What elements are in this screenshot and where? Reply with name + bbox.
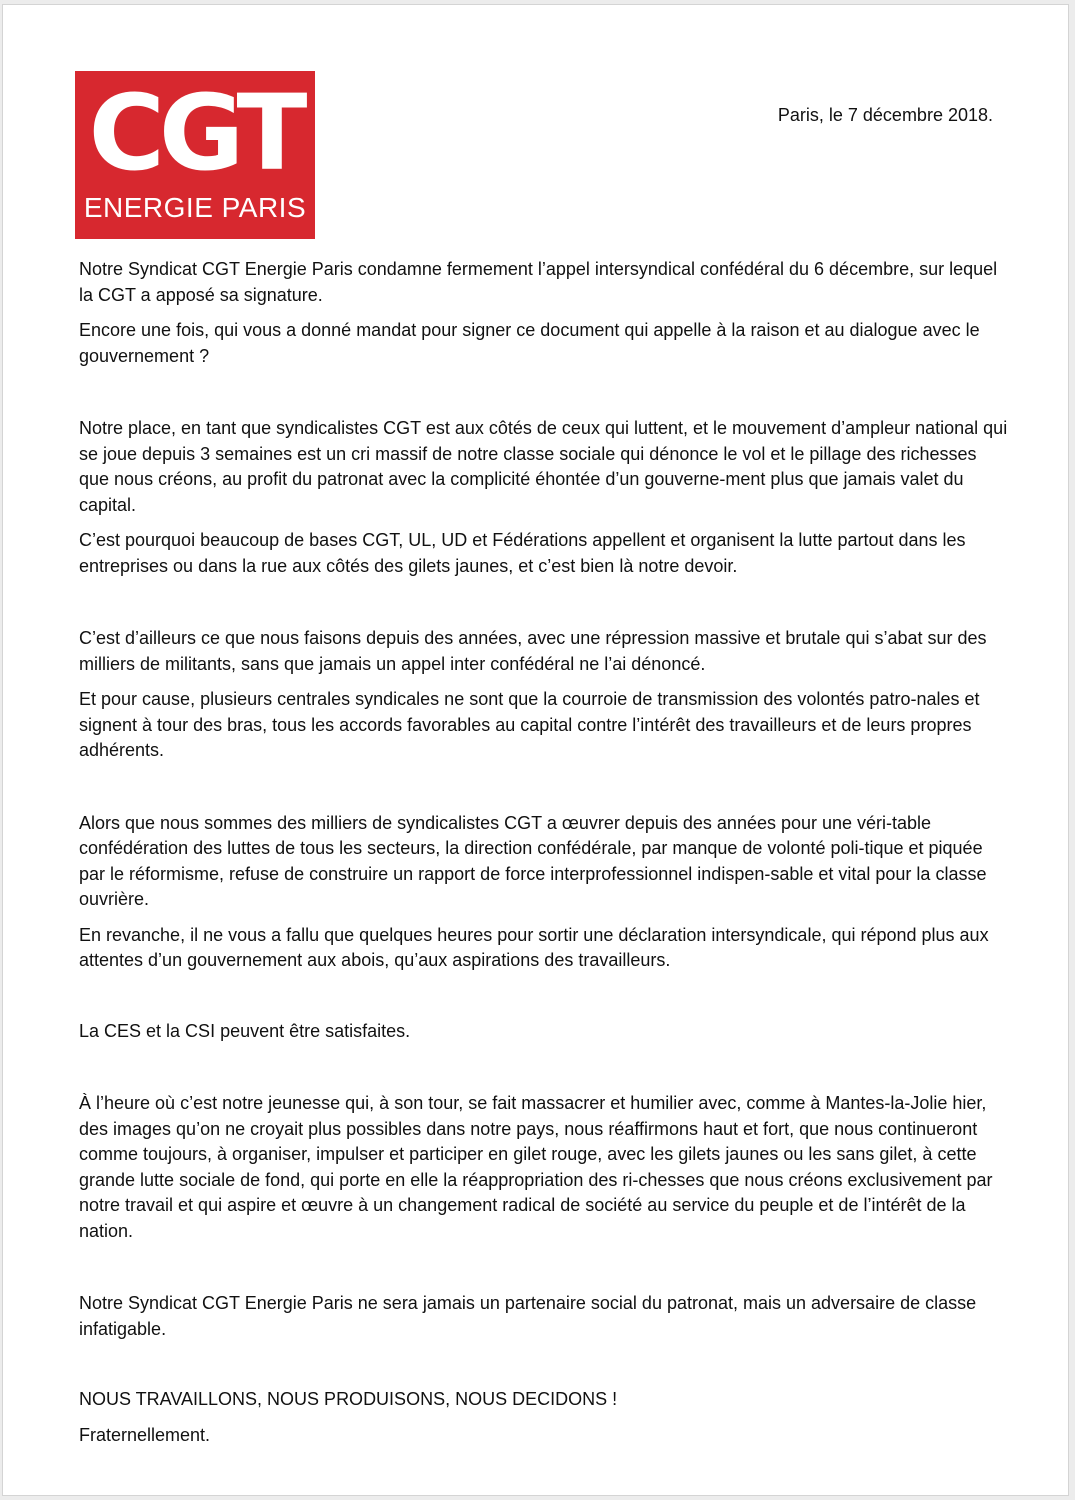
closing-signoff: Fraternellement. — [79, 1424, 211, 1445]
paragraph-9: La CES et la CSI peuvent être satisfaites. — [79, 1020, 411, 1041]
cgt-logo — [75, 71, 315, 239]
letter-body — [79, 257, 1009, 1448]
paragraph-4: C’est pourquoi beaucoup de bases CGT, UL, UD et Fédérations appellent et organisent la lutte partout dans les entreprises ou dans la rue aux côtés des gilets jaunes, et c’est bien là notre devoir. — [79, 530, 966, 576]
paragraph-11: Notre Syndicat CGT Energie Paris ne sera jamais un partenaire social du patronat, mais un adversaire de classe infatigable. — [79, 1293, 977, 1339]
logo-subtitle: ENERGIE PARIS — [83, 192, 307, 223]
paragraph-1: Notre Syndicat CGT Energie Paris condamne fermement l’appel intersyndical confédéral du 6 décembre, sur lequel la CGT a apposé sa signature. — [79, 259, 998, 305]
paragraph-5: C’est d’ailleurs ce que nous faisons depuis des années, avec une répression massive et brutale qui s’abat sur des milliers de militants, sans que jamais un appel inter confédéral ne l’ai dénoncé. — [79, 628, 987, 674]
closing-slogan: NOUS TRAVAILLONS, NOUS PRODUISONS, NOUS DECIDONS ! — [79, 1389, 618, 1409]
paragraph-7: Alors que nous sommes des milliers de syndicalistes CGT a œuvrer depuis des années pour une véri-table confédération des luttes de tous les secteurs, la direction confédérale, par manque de volonté poli-tique et piquée par le réformisme, refuse de construire un rapport de force interprofessionnel indispen-sable et vital pour la classe ouvrière. — [79, 812, 987, 909]
paragraph-6: Et pour cause, plusieurs centrales syndicales ne sont que la courroie de transmission des volontés patro-nales et signent à tour des bras, tous les accords favorables au capital contre l’intérêt des travailleurs et de leurs propres adhérents. — [79, 689, 980, 760]
paragraph-3: Notre place, en tant que syndicalistes CGT est aux côtés de ceux qui luttent, et le mouvement d’ampleur national qui se joue depuis 3 semaines est un cri massif de notre classe sociale qui dénonce le vol et le pillage des richesses que nous créons, au profit du patronat avec la complicité éhontée d’un gouverne-ment plus que jamais valet du capital. — [79, 418, 1008, 515]
logo-title: CGT — [88, 72, 302, 194]
letter-date: Paris, le 7 décembre 2018. — [777, 105, 993, 125]
paragraph-2: Encore une fois, qui vous a donné mandat pour signer ce document qui appelle à la raison et au dialogue avec le gouvernement ? — [79, 320, 980, 366]
letter-page — [2, 4, 1069, 1496]
paragraph-10: À l’heure où c’est notre jeunesse qui, à son tour, se fait massacrer et humilier avec, comme à Mantes-la-Jolie hier, des images qu’on ne croyait plus possibles dans notre pays, nous réaffirmons haut et fort, que nous continueront comme toujours, à organiser, impulser et participer en gilet rouge, avec les gilets jaunes ou les sans gilet, à cette grande lutte sociale de fond, qui porte en elle la réappropriation des ri-chesses que nous créons exclusivement par notre travail et qui aspire et œuvre à un changement radical de société au service du peuple et de l’intérêt de la nation. — [79, 1093, 993, 1241]
paragraph-8: En revanche, il ne vous a fallu que quelques heures pour sortir une déclaration intersyndicale, qui répond plus aux attentes d’un gouvernement aux abois, qu’aux aspirations des travailleurs. — [79, 924, 989, 970]
